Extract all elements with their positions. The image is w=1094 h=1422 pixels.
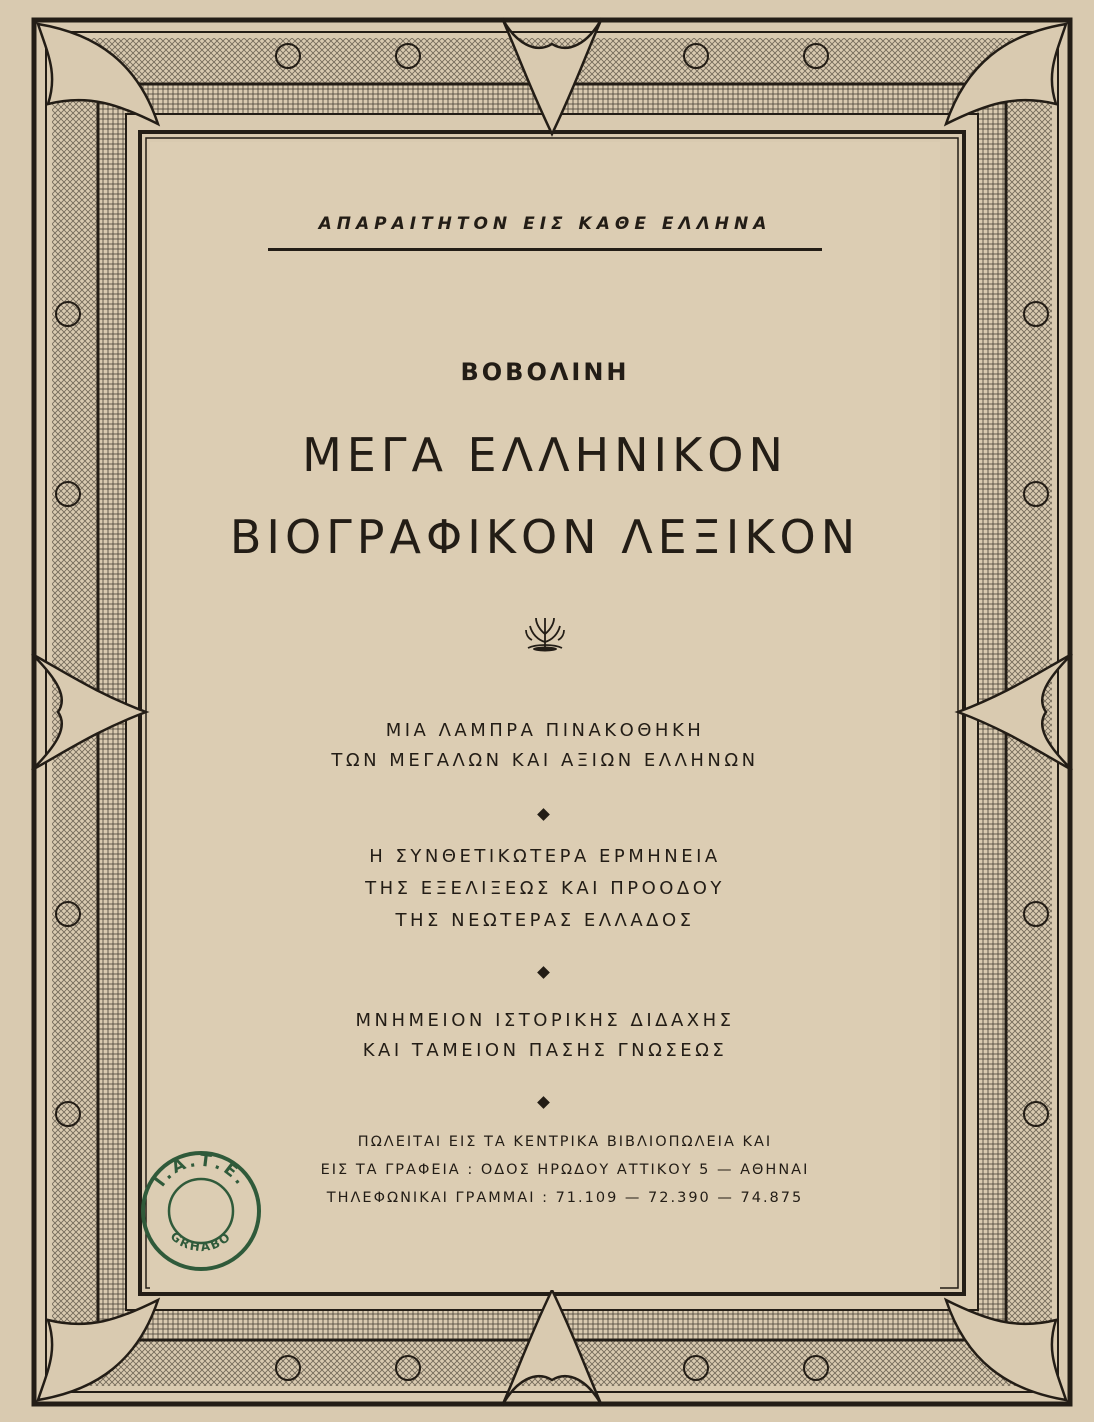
diamond-separator-icon [537, 1096, 550, 1109]
library-stamp [138, 1148, 264, 1274]
section-2-line-3: ΤΗΣ ΝΕΩΤΕΡΑΣ ΕΛΛΑΔΟΣ [395, 910, 695, 931]
stamp-bottom-text: GRHABO [167, 1228, 235, 1255]
author-name: ΒΟΒΟΛΙΝΗ [460, 358, 630, 386]
title-line-2: ΒΙΟΓΡΑΦΙΚΟΝ ΛΕΞΙΚΟΝ [229, 510, 861, 564]
footer-line-1: ΠΩΛΕΙΤΑΙ ΕΙΣ ΤΑ ΚΕΝΤΡΙΚΑ ΒΙΒΛΙΟΠΩΛΕΙΑ ΚΑΙ [357, 1134, 773, 1150]
section-1-line-1: ΜΙΑ ΛΑΜΠΡΑ ΠΙΝΑΚΟΘΗΚΗ [385, 720, 705, 741]
section-3-line-1: ΜΝΗΜΕΙΟΝ ΙΣΤΟΡΙΚΗΣ ΔΙΔΑΧΗΣ [355, 1010, 735, 1031]
content-panel [150, 142, 940, 1290]
tagline: ΑΠΑΡΑΙΤΗΤΟΝ ΕΙΣ ΚΑΘΕ ΕΛΛΗΝΑ [318, 214, 772, 234]
section-2-line-1: Η ΣΥΝΘΕΤΙΚΩΤΕΡΑ ΕΡΜΗΝΕΙΑ [369, 846, 721, 867]
svg-text:Ι.Α.Τ.Ε. [150, 1151, 252, 1191]
diamond-separator-icon [537, 808, 550, 821]
footer-line-3: ΤΗΛΕΦΩΝΙΚΑΙ ΓΡΑΜΜΑΙ : 71.109 — 72.390 — 74.875 [326, 1190, 804, 1206]
title-line-1: ΜΕΓΑ ΕΛΛΗΝΙΚΟΝ [302, 428, 788, 482]
section-2-line-2: ΤΗΣ ΕΞΕΛΙΞΕΩΣ ΚΑΙ ΠΡΟΟΔΟΥ [365, 878, 725, 899]
tagline-underline [268, 248, 822, 251]
section-3-line-2: ΚΑΙ ΤΑΜΕΙΟΝ ΠΑΣΗΣ ΓΝΩΣΕΩΣ [362, 1040, 728, 1061]
section-1-line-2: ΤΩΝ ΜΕΓΑΛΩΝ ΚΑΙ ΑΞΙΩΝ ΕΛΛΗΝΩΝ [331, 750, 759, 771]
footer-line-2: ΕΙΣ ΤΑ ΓΡΑΦΕΙΑ : ΟΔΟΣ ΗΡΩΔΟΥ ΑΤΤΙΚΟΥ 5 — ΑΘΗΝΑΙ [320, 1162, 810, 1178]
svg-text:GRHABO [168, 1229, 234, 1254]
stamp-top-text: Ι.Α.Τ.Ε. [150, 1150, 252, 1191]
floral-ornament-icon [522, 612, 568, 652]
diamond-separator-icon [537, 966, 550, 979]
